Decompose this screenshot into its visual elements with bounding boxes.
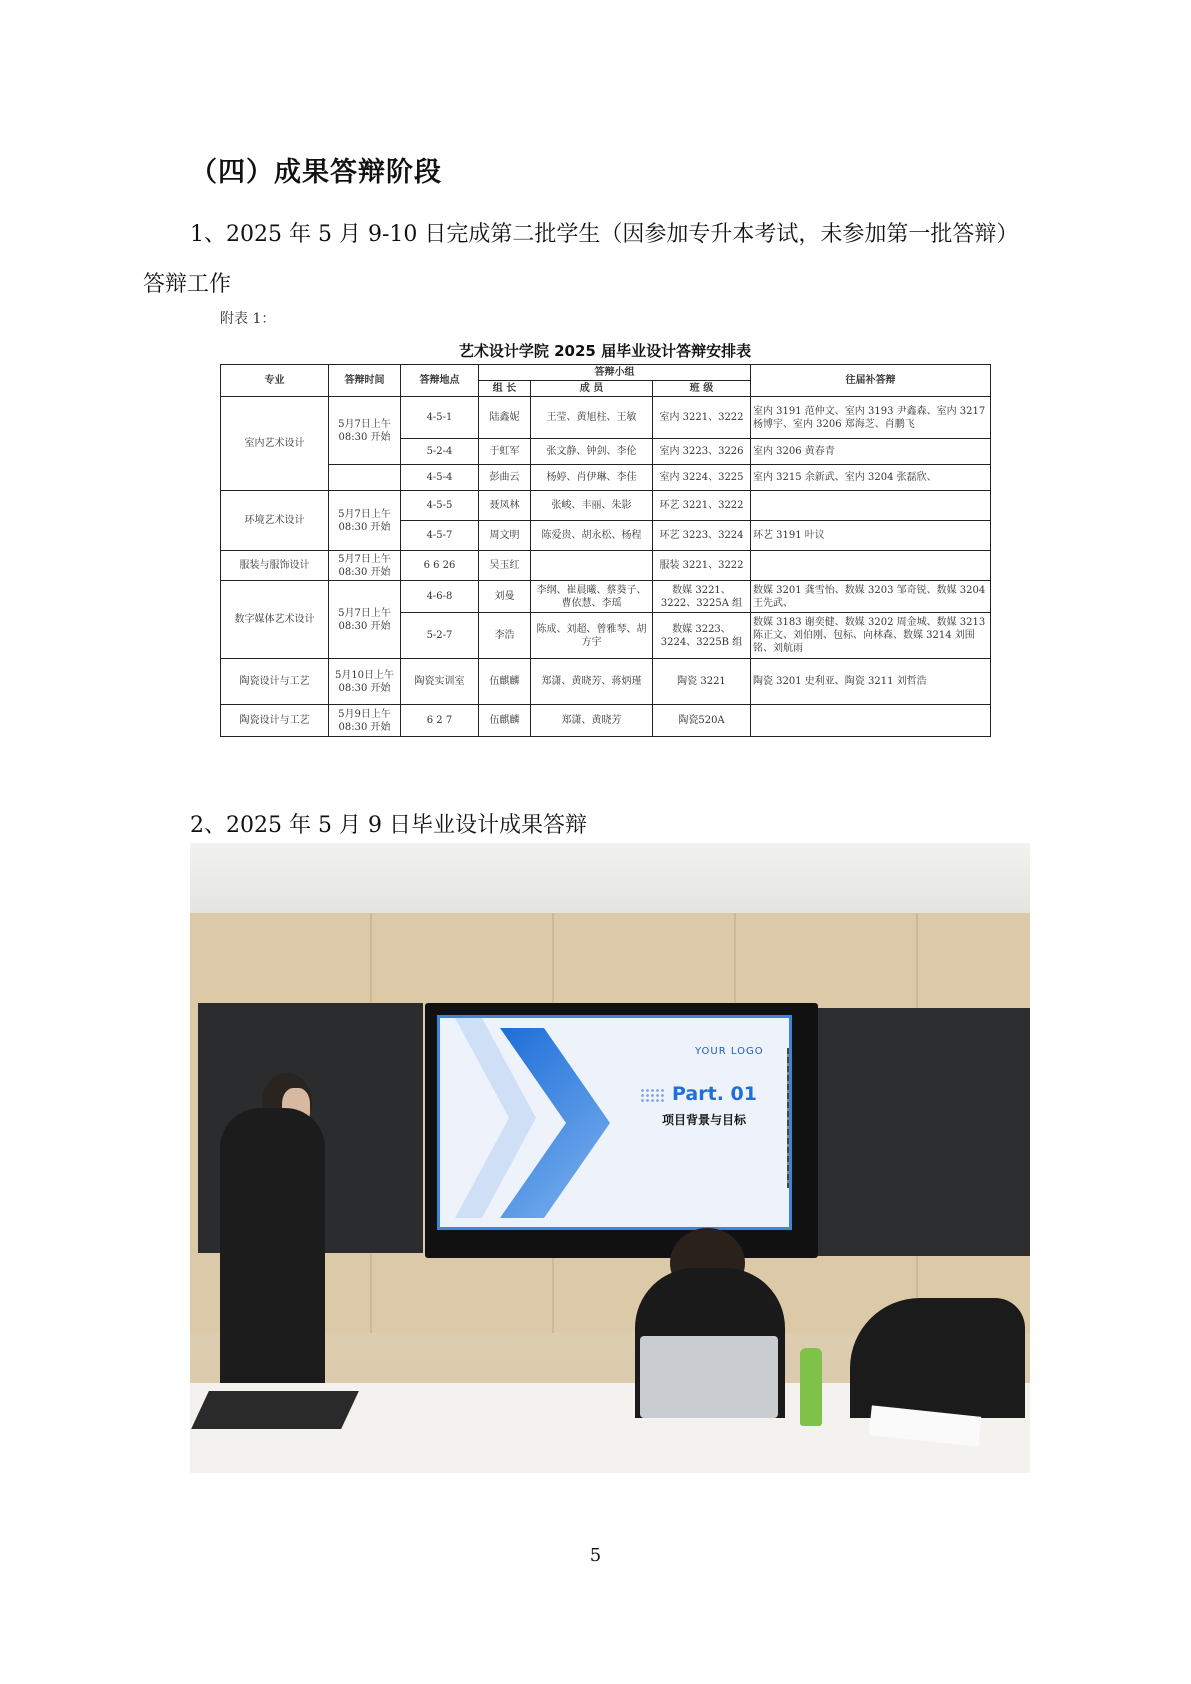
cell-place: 陶瓷实训室: [401, 659, 479, 705]
cell-place: 6 2 7: [401, 705, 479, 737]
cell-major: 陶瓷设计与工艺: [221, 705, 329, 737]
cell-classes: 数媒 3223、3224、3225B 组: [653, 613, 751, 659]
cell-place: 4-5-4: [401, 465, 479, 491]
cell-leader: 伍麒麟: [479, 659, 531, 705]
col-leader: 组 长: [479, 381, 531, 397]
cell-place: 4-5-7: [401, 521, 479, 551]
cell-leader: 刘曼: [479, 581, 531, 613]
col-group: 答辩小组: [479, 365, 751, 381]
item1-text-cont: 答辩工作: [143, 272, 232, 297]
cell-place: 5-2-7: [401, 613, 479, 659]
slide-subtitle: 项目背景与目标: [662, 1113, 747, 1127]
cell-members: 张峻、丰丽、朱影: [531, 491, 653, 521]
table-row: [221, 581, 991, 613]
cell-classes: 陶瓷520A: [653, 705, 751, 737]
cell-members: 陈成、刘超、曾雅琴、胡方宇: [531, 613, 653, 659]
table-row: [221, 491, 991, 521]
cell-leader: 周文明: [479, 521, 531, 551]
col-place: 答辩地点: [401, 365, 479, 397]
cell-leader: 聂凤林: [479, 491, 531, 521]
cell-time: 5月7日上午 08:30 开始: [329, 581, 401, 659]
laptop: [640, 1336, 778, 1418]
cell-place: 4-5-1: [401, 397, 479, 439]
cell-makeup: [751, 491, 991, 521]
cell-leader: 陆鑫妮: [479, 397, 531, 439]
display-monitor: [425, 1003, 818, 1258]
cell-time: 5月7日上午 08:30 开始: [329, 397, 401, 465]
cell-classes: 服装 3221、3222: [653, 551, 751, 581]
cell-major: 陶瓷设计与工艺: [221, 659, 329, 705]
water-bottle: [800, 1348, 822, 1426]
cell-makeup: 室内 3191 范仲文、室内 3193 尹鑫森、室内 3217 杨博宇、室内 3206 郑海芝、肖鹏飞: [751, 397, 991, 439]
cell-place: 5-2-4: [401, 439, 479, 465]
cell-time: 5月7日上午 08:30 开始: [329, 491, 401, 551]
cell-members: 杨婷、肖伊琳、李佳: [531, 465, 653, 491]
cell-members: 李纲、崔晨曦、蔡葵子、曹依慧、李瑶: [531, 581, 653, 613]
photo-ceiling: [190, 843, 1030, 913]
col-major: 专业: [221, 365, 329, 397]
table-title: 艺术设计学院 2025 届毕业设计答辩安排表: [458, 342, 752, 360]
cell-makeup: [751, 551, 991, 581]
cell-place: 4-5-5: [401, 491, 479, 521]
table-row: [221, 397, 991, 439]
cell-major: 环境艺术设计: [221, 491, 329, 551]
cell-classes: 数媒 3221、3222、3225A 组: [653, 581, 751, 613]
defense-photo: [190, 843, 1030, 1473]
cell-major: 数字媒体艺术设计: [221, 581, 329, 659]
cell-members: 郑潇、黄晓芳、蒋炳瑾: [531, 659, 653, 705]
cell-time: 5月7日上午 08:30 开始: [329, 551, 401, 581]
presentation-slide: [437, 1015, 792, 1230]
cell-members: 陈爱贵、胡永松、杨程: [531, 521, 653, 551]
cell-makeup: 环艺 3191 叶议: [751, 521, 991, 551]
cell-classes: 室内 3224、3225: [653, 465, 751, 491]
cell-makeup: 室内 3206 黄春青: [751, 439, 991, 465]
table-row: [221, 659, 991, 705]
cell-major: 室内艺术设计: [221, 397, 329, 491]
col-time: 答辩时间: [329, 365, 401, 397]
item1-text: 1、2025 年 5 月 9-10 日完成第二批学生（因参加专升本考试，未参加第一批答辩）: [190, 222, 1019, 247]
reviewer-writing: [850, 1298, 1025, 1418]
slide-title: Part. 01: [672, 1083, 757, 1105]
cell-classes: 室内 3223、3226: [653, 439, 751, 465]
table-header-row: [221, 365, 991, 381]
cell-members: 郑潇、黄晓芳: [531, 705, 653, 737]
col-members: 成 员: [531, 381, 653, 397]
cell-major: 服装与服饰设计: [221, 551, 329, 581]
cell-classes: 环艺 3223、3224: [653, 521, 751, 551]
cell-classes: 室内 3221、3222: [653, 397, 751, 439]
cell-place: 4-6-8: [401, 581, 479, 613]
cell-leader: 吴玉红: [479, 551, 531, 581]
cell-members: 王莹、黄旭柱、王敏: [531, 397, 653, 439]
cell-classes: 陶瓷 3221: [653, 659, 751, 705]
slide-logo: YOUR LOGO: [695, 1046, 764, 1057]
col-makeup: 往届补答辩: [751, 365, 991, 397]
schedule-table: [220, 364, 991, 737]
cell-makeup: 数媒 3183 谢奕健、数媒 3202 周金城、数媒 3213 陈正文、刘伯刚、包标、向林森、数媒 3214 刘围铭、刘航雨: [751, 613, 991, 659]
cell-time: 5月9日上午 08:30 开始: [329, 705, 401, 737]
slide-toolbar: [787, 1048, 792, 1188]
cell-leader: 彭曲云: [479, 465, 531, 491]
table-row: [221, 551, 991, 581]
page-number: 5: [589, 1545, 602, 1566]
appendix-label: 附表 1：: [220, 311, 276, 327]
item2-text: 2、2025 年 5 月 9 日毕业设计成果答辩: [190, 813, 587, 838]
section-heading: （四）成果答辩阶段: [190, 157, 442, 188]
cell-leader: 于虹军: [479, 439, 531, 465]
cell-place: 6 6 26: [401, 551, 479, 581]
col-classes: 班 级: [653, 381, 751, 397]
cell-makeup: 陶瓷 3201 史利亚、陶瓷 3211 刘哲浩: [751, 659, 991, 705]
cell-makeup: [751, 705, 991, 737]
table-row: [221, 705, 991, 737]
laptop-left: [191, 1391, 359, 1429]
table-row: [221, 465, 991, 491]
slide-dots-icon: [640, 1088, 666, 1102]
blackboard-right: [818, 1008, 1030, 1256]
cell-leader: 李浩: [479, 613, 531, 659]
cell-classes: 环艺 3221、3222: [653, 491, 751, 521]
cell-makeup: 数媒 3201 龚雪怡、数媒 3203 邹奇锐、数媒 3204 王先武、: [751, 581, 991, 613]
cell-time: [329, 465, 401, 491]
cell-leader: 伍麒麟: [479, 705, 531, 737]
cell-members: [531, 551, 653, 581]
cell-makeup: 室内 3215 余新武、室内 3204 张磊欣、: [751, 465, 991, 491]
presenter: [220, 1108, 325, 1408]
cell-members: 张文静、钟剑、李伦: [531, 439, 653, 465]
cell-time: 5月10日上午 08:30 开始: [329, 659, 401, 705]
